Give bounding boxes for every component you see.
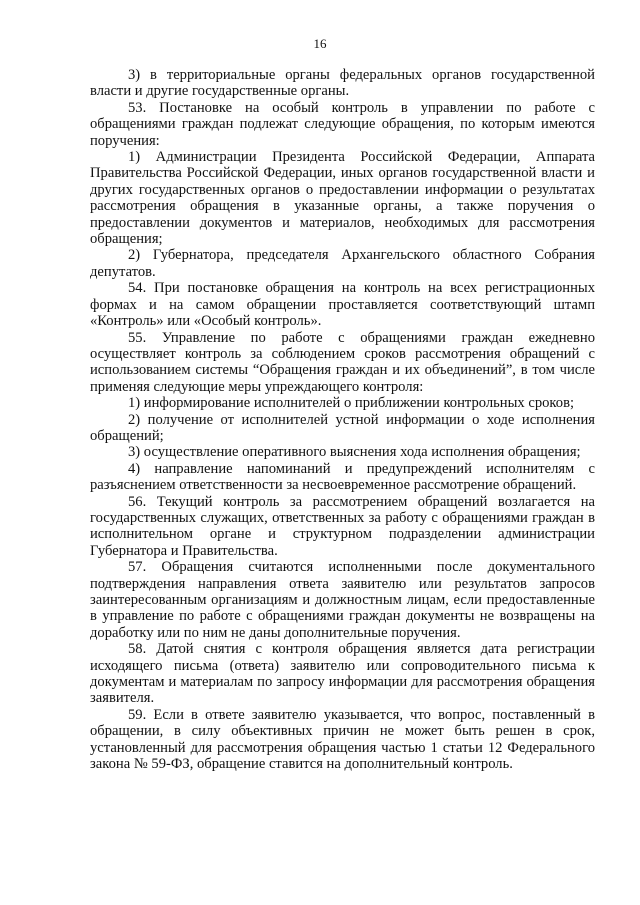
paragraph-55-daily-control: 55. Управление по работе с обращениями граждан ежедневно осуществляет контроль за соблюдением сроков рассмотрения обращений с использованием системы “Обращения граждан и их объединений”, в том числе применяя следующие меры упреждающего контроля: — [90, 329, 595, 395]
document-body — [90, 67, 595, 772]
paragraph-item-3-territorial-bodies: 3) в территориальные органы федеральных органов государственной власти и другие государственные органы. — [90, 67, 595, 100]
paragraph-58-removal-date: 58. Датой снятия с контроля обращения является дата регистрации исходящего письма (ответа) заявителю или сопроводительного письма к документам и материалам по запросу информации для рассмотрения обращения заявителя. — [90, 641, 595, 707]
paragraph-55-item-4: 4) направление напоминаний и предупреждений исполнителям с разъяснением ответственности за несвоевременное рассмотрение обращений. — [90, 460, 595, 494]
paragraph-53-item-1: 1) Администрации Президента Российской Федерации, Аппарата Правительства Российской Федерации, иных органов государственной власти и других государственных органов о предоставлении информации о результатах рассмотрения обращения в указанные органы, а также поручения о предоставлении документов и материалов, необходимых для рассмотрения обращения; — [90, 149, 595, 248]
page-number: 16 — [313, 36, 327, 51]
paragraph-57-completed-appeals: 57. Обращения считаются исполненными после документального подтверждения направления ответа заявителю или результатов запросов заинтересованным организациям и должностным лицам, если предоставленные в управление по работе с обращениями граждан документы не возвращены на доработку или по ним не даны дополнительные поручения. — [90, 559, 595, 641]
paragraph-55-item-1: 1) информирование исполнителей о приближении контрольных сроков; — [128, 395, 575, 412]
paragraph-54-control-stamp: 54. При постановке обращения на контроль на всех регистрационных формах и на самом обращении проставляется соответствующий штамп «Контроль» или «Особый контроль». — [90, 280, 595, 330]
paragraph-53-item-2: 2) Губернатора, председателя Архангельского областного Собрания депутатов. — [90, 247, 595, 280]
paragraph-56-current-control: 56. Текущий контроль за рассмотрением обращений возлагается на государственных служащих, ответственных за работу с обращениями граждан в исполнительном органе и структурном подразделении администрации Губернатора и Правительства. — [90, 493, 595, 559]
paragraph-59-additional-control: 59. Если в ответе заявителю указывается, что вопрос, поставленный в обращении, в силу объективных причин не может быть решен в срок, установленный для рассмотрения обращения частью 1 статьи 12 Федерального закона № 59-ФЗ, обращение ставится на дополнительный контроль. — [90, 706, 595, 773]
paragraph-55-item-3: 3) осуществление оперативного выяснения хода исполнения обращения; — [128, 444, 581, 461]
paragraph-53-special-control: 53. Постановке на особый контроль в управлении по работе с обращениями граждан подлежат следующие обращения, по которым имеются поручения: — [90, 99, 595, 149]
paragraph-55-item-2: 2) получение от исполнителей устной информации о ходе исполнения обращений; — [90, 411, 595, 444]
